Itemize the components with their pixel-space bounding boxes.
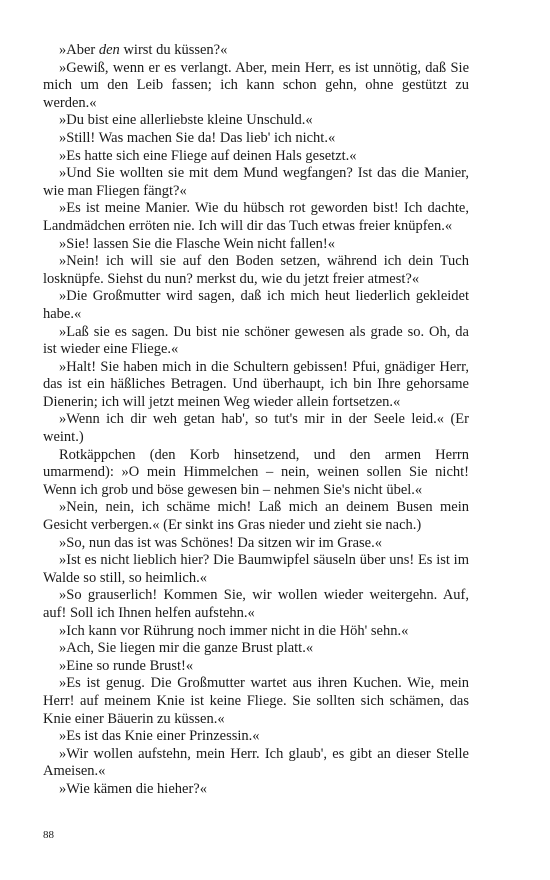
paragraph: »Es ist genug. Die Großmutter wartet aus ihren Kuchen. Wie, mein Herr! auf meinem Knie ist keine Fliege. Sie sollten sich schämen, das Knie einer Bäuerin zu küssen.«	[43, 675, 469, 727]
paragraph: »Gewiß, wenn er es verlangt. Aber, mein Herr, es ist unnötig, daß Sie mich um den Leib fassen; ich kann schon gehn, ohne gestützt zu werden.«	[43, 59, 469, 111]
paragraph: »Wie kämen die hieher?«	[59, 780, 207, 797]
paragraph: »Die Großmutter wird sagen, daß ich mich heut liederlich gekleidet habe.«	[43, 288, 469, 322]
paragraph: »Ich kann vor Rührung noch immer nicht in die Höh' sehn.«	[59, 622, 409, 639]
paragraph: »Nein! ich will sie auf den Boden setzen, während ich dein Tuch losknüpfe. Siehst du nun? merkst du, wie du jetzt freier atmest?«	[43, 253, 469, 287]
paragraph: »Ist es nicht lieblich hier? Die Baumwipfel säuseln über uns! Es ist im Walde so still, so heimlich.«	[43, 552, 469, 586]
paragraph: »Es ist meine Manier. Wie du hübsch rot geworden bist! Ich dachte, Landmädchen erröten nie. Ich will dir das Tuch etwas freier knüpfen.«	[43, 200, 469, 234]
paragraph: »So, nun das ist was Schönes! Da sitzen wir im Grase.«	[59, 534, 382, 551]
paragraph: »Ach, Sie liegen mir die ganze Brust platt.«	[59, 640, 314, 657]
paragraph: »Still! Was machen Sie da! Das lieb' ich nicht.«	[59, 129, 336, 146]
paragraph: Rotkäppchen (den Korb hinsetzend, und den armen Herrn umarmend): »O mein Himmelchen – nein, weinen sollen Sie nicht! Wenn ich grob und böse gewesen bin – nehmen Sie's nicht übel.«	[43, 446, 469, 498]
paragraph: »Es hatte sich eine Fliege auf deinen Hals gesetzt.«	[59, 147, 357, 164]
paragraph: »Wir wollen aufstehn, mein Herr. Ich glaub', es gibt an dieser Stelle Ameisen.«	[43, 745, 469, 780]
paragraph: »Und Sie wollten sie mit dem Mund wegfangen? Ist das die Manier, wie man Fliegen fängt?«	[43, 165, 469, 199]
text-run: wirst du küssen?«	[119, 42, 228, 58]
body-text	[43, 42, 469, 799]
paragraph	[43, 42, 469, 60]
page-number: 88	[43, 829, 54, 841]
paragraph: »Wenn ich dir weh getan hab', so tut's mir in der Seele leid.« (Er weint.)	[43, 411, 469, 446]
paragraph: »Es ist das Knie einer Prinzessin.«	[59, 728, 260, 745]
paragraph: »Sie! lassen Sie die Flasche Wein nicht fallen!«	[59, 235, 336, 252]
paragraph: »Nein, nein, ich schäme mich! Laß mich an deinem Busen mein Gesicht verbergen.« (Er sinkt ins Gras nieder und zieht sie nach.)	[43, 499, 469, 534]
paragraph: »Eine so runde Brust!«	[59, 657, 194, 674]
paragraph: »Laß sie es sagen. Du bist nie schöner gewesen als grade so. Oh, da ist wieder eine Fliege.«	[43, 323, 469, 358]
text-run: »Aber	[59, 42, 99, 58]
paragraph: »So grauserlich! Kommen Sie, wir wollen wieder weitergehn. Auf, auf! Soll ich Ihnen helfen aufstehn.«	[43, 587, 469, 621]
emphasis: den	[98, 42, 120, 58]
paragraph: »Halt! Sie haben mich in die Schultern gebissen! Pfui, gnädiger Herr, das ist ein häßliches Betragen. Und überhaupt, ich bin Ihre gehorsame Dienerin; ich will jetzt meinen Weg wieder allein fortsetzen.«	[43, 358, 469, 410]
paragraph: »Du bist eine allerliebste kleine Unschuld.«	[59, 112, 313, 129]
